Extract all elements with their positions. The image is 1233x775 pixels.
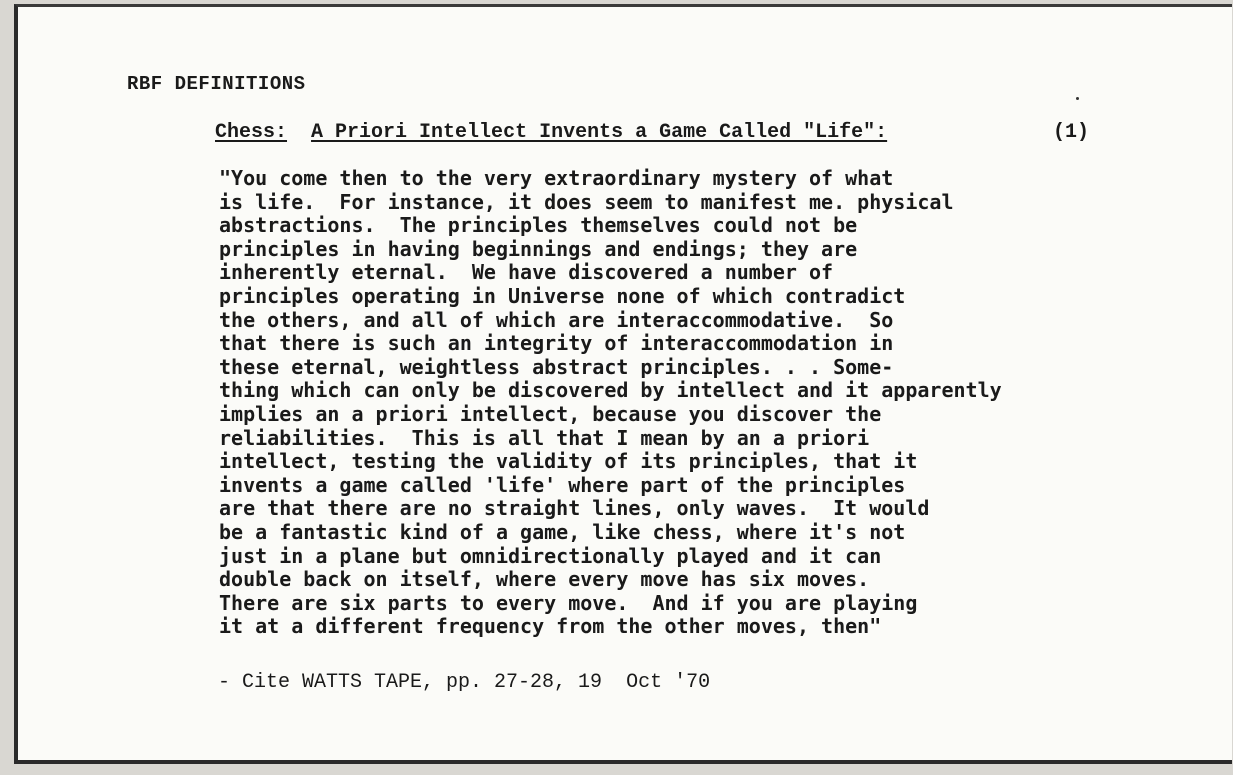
quote-line: reliabilities. This is all that I mean by an a priori <box>219 425 870 450</box>
quote-line: the others, and all of which are interaccommodative. So <box>219 307 894 332</box>
quote-line: There are six parts to every move. And if you are playing <box>219 590 918 615</box>
entry-label: Chess: <box>215 121 288 144</box>
entry-number: (1) <box>1053 121 1090 144</box>
quote-line: intellect, testing the validity of its principles, that it <box>219 449 918 474</box>
quote-line: implies an a priori intellect, because you discover the <box>219 401 882 426</box>
quote-line: thing which can only be discovered by intellect and it apparently <box>219 378 1002 403</box>
document-card <box>14 4 1232 764</box>
quote-line: principles operating in Universe none of which contradict <box>219 283 906 308</box>
quote-line: these eternal, weightless abstract principles. . . Some- <box>219 354 894 379</box>
quote-line: principles in having beginnings and endings; they are <box>219 236 858 261</box>
quote-line: "You come then to the very extraordinary mystery of what <box>219 166 894 190</box>
quote-body <box>219 167 1002 639</box>
quote-line: is life. For instance, it does seem to manifest me. physical <box>219 189 954 214</box>
quote-line: are that there are no straight lines, only waves. It would <box>219 496 930 521</box>
quote-line: be a fantastic kind of a game, like chess, where it's not <box>219 519 906 544</box>
entry-title <box>215 121 887 144</box>
quote-line: abstractions. The principles themselves could not be <box>219 213 858 238</box>
quote-line: just in a plane but omnidirectionally played and it can <box>219 543 882 568</box>
quote-line: that there is such an integrity of interaccommodation in <box>219 331 894 356</box>
quote-line: it at a different frequency from the other moves, then" <box>219 614 882 639</box>
quote-line: double back on itself, where every move has six moves. <box>219 567 870 592</box>
citation: - Cite WATTS TAPE, pp. 27-28, 19 Oct '70 <box>218 671 711 694</box>
section-header: RBF DEFINITIONS <box>127 73 306 95</box>
quote-line: invents a game called 'life' where part of the principles <box>219 472 906 497</box>
ink-speck <box>1076 97 1079 100</box>
quote-line: inherently eternal. We have discovered a number of <box>219 260 834 285</box>
entry-subtitle: A Priori Intellect Invents a Game Called "Life": <box>311 121 888 144</box>
